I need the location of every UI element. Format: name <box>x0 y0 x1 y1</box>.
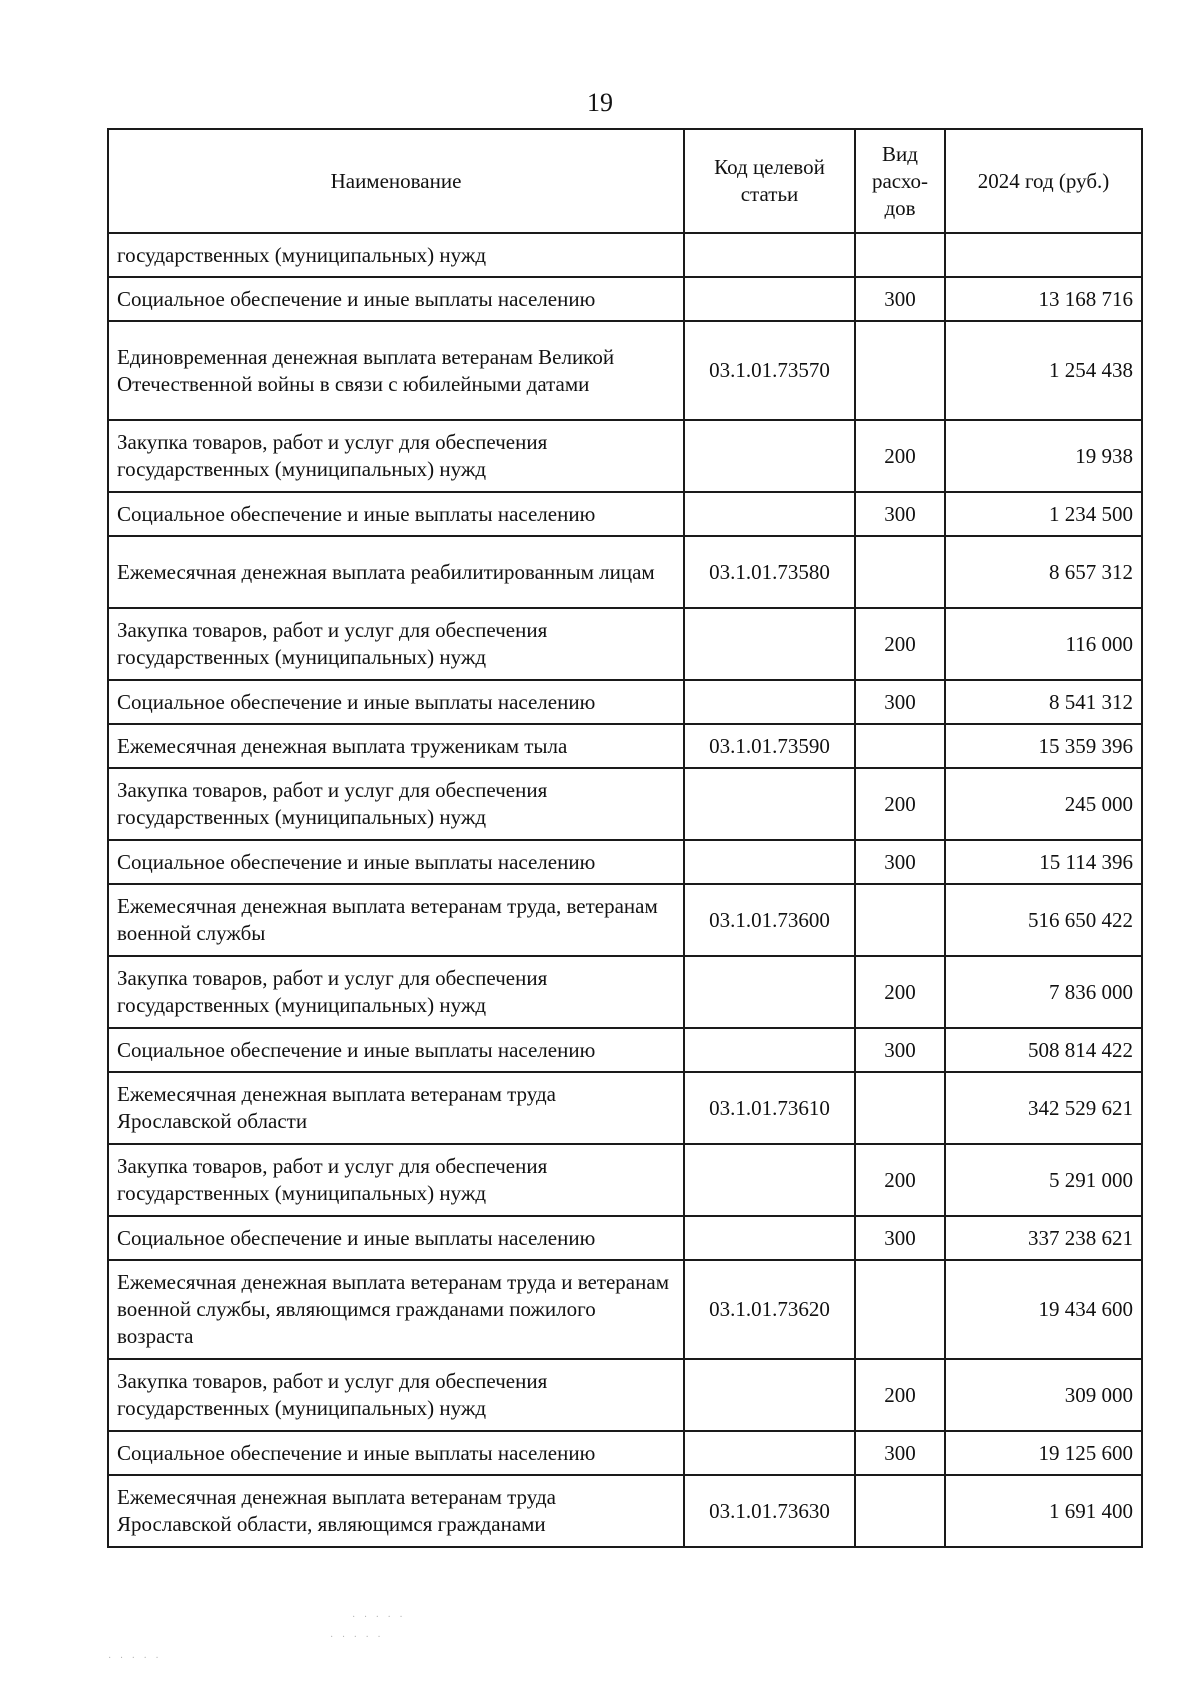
table-row <box>108 884 1142 956</box>
row-kind-cell: 300 <box>855 840 945 884</box>
table-row <box>108 536 1142 608</box>
row-amount-cell: 5 291 000 <box>945 1144 1142 1216</box>
row-amount-cell: 309 000 <box>945 1359 1142 1431</box>
row-code-cell <box>684 1216 855 1260</box>
row-code-cell: 03.1.01.73570 <box>684 321 855 420</box>
row-kind-cell: 300 <box>855 492 945 536</box>
row-amount-cell: 245 000 <box>945 768 1142 840</box>
row-amount-cell: 337 238 621 <box>945 1216 1142 1260</box>
row-kind-cell <box>855 536 945 608</box>
table-row <box>108 1144 1142 1216</box>
header-name: Наименование <box>108 129 684 233</box>
row-kind-cell: 300 <box>855 1431 945 1475</box>
row-code-cell <box>684 1144 855 1216</box>
row-code-cell <box>684 680 855 724</box>
row-amount-cell: 116 000 <box>945 608 1142 680</box>
row-code-cell <box>684 233 855 277</box>
page-number: 19 <box>587 88 613 117</box>
row-name-cell: Социальное обеспечение и иные выплаты населению <box>108 840 684 884</box>
table-row <box>108 840 1142 884</box>
row-code-cell <box>684 956 855 1028</box>
table-row <box>108 1260 1142 1359</box>
header-amount: 2024 год (руб.) <box>945 129 1142 233</box>
row-amount-cell: 13 168 716 <box>945 277 1142 321</box>
row-code-cell <box>684 420 855 492</box>
row-name-cell: Закупка товаров, работ и услуг для обеспечения государственных (муниципальных) нужд <box>108 1144 684 1216</box>
row-amount-cell <box>945 233 1142 277</box>
table-row <box>108 956 1142 1028</box>
table-row <box>108 1475 1142 1547</box>
row-kind-cell <box>855 1072 945 1144</box>
row-name-cell: Закупка товаров, работ и услуг для обеспечения государственных (муниципальных) нужд <box>108 608 684 680</box>
table-row <box>108 233 1142 277</box>
table-row <box>108 420 1142 492</box>
row-code-cell: 03.1.01.73630 <box>684 1475 855 1547</box>
row-amount-cell: 15 359 396 <box>945 724 1142 768</box>
row-code-cell <box>684 1431 855 1475</box>
row-kind-cell: 300 <box>855 1028 945 1072</box>
header-kind: Вид расхо-дов <box>855 129 945 233</box>
row-code-cell: 03.1.01.73620 <box>684 1260 855 1359</box>
table-row <box>108 608 1142 680</box>
row-name-cell: Ежемесячная денежная выплата реабилитированным лицам <box>108 536 684 608</box>
row-name-cell: Ежемесячная денежная выплата ветеранам труда Ярославской области, являющимся гражданами <box>108 1475 684 1547</box>
row-kind-cell <box>855 724 945 768</box>
row-name-cell: Закупка товаров, работ и услуг для обеспечения государственных (муниципальных) нужд <box>108 956 684 1028</box>
row-amount-cell: 19 125 600 <box>945 1431 1142 1475</box>
table-row <box>108 1072 1142 1144</box>
row-code-cell <box>684 768 855 840</box>
row-code-cell <box>684 1028 855 1072</box>
row-code-cell: 03.1.01.73610 <box>684 1072 855 1144</box>
row-kind-cell <box>855 1475 945 1547</box>
row-kind-cell <box>855 321 945 420</box>
row-kind-cell: 300 <box>855 1216 945 1260</box>
row-code-cell <box>684 1359 855 1431</box>
row-name-cell: Ежемесячная денежная выплата ветеранам труда, ветеранам военной службы <box>108 884 684 956</box>
row-name-cell: Социальное обеспечение и иные выплаты населению <box>108 492 684 536</box>
table-row <box>108 321 1142 420</box>
row-kind-cell: 200 <box>855 608 945 680</box>
scan-artifact: · · · · · <box>352 1612 406 1623</box>
row-amount-cell: 342 529 621 <box>945 1072 1142 1144</box>
row-kind-cell: 200 <box>855 768 945 840</box>
budget-table <box>107 128 1143 1548</box>
row-amount-cell: 1 234 500 <box>945 492 1142 536</box>
table-row <box>108 492 1142 536</box>
table-row <box>108 1216 1142 1260</box>
table-row <box>108 277 1142 321</box>
row-name-cell: государственных (муниципальных) нужд <box>108 233 684 277</box>
row-name-cell: Ежемесячная денежная выплата труженикам тыла <box>108 724 684 768</box>
table-row <box>108 680 1142 724</box>
scan-artifact: · · · · · <box>330 1632 384 1643</box>
table-row <box>108 1028 1142 1072</box>
table-body <box>108 233 1142 1547</box>
row-kind-cell: 200 <box>855 956 945 1028</box>
row-kind-cell <box>855 233 945 277</box>
row-name-cell: Закупка товаров, работ и услуг для обеспечения государственных (муниципальных) нужд <box>108 768 684 840</box>
row-amount-cell: 7 836 000 <box>945 956 1142 1028</box>
row-kind-cell <box>855 884 945 956</box>
row-amount-cell: 8 541 312 <box>945 680 1142 724</box>
table-row <box>108 768 1142 840</box>
row-name-cell: Ежемесячная денежная выплата ветеранам труда Ярославской области <box>108 1072 684 1144</box>
row-name-cell: Социальное обеспечение и иные выплаты населению <box>108 277 684 321</box>
table-row <box>108 1359 1142 1431</box>
row-amount-cell: 1 691 400 <box>945 1475 1142 1547</box>
row-name-cell: Социальное обеспечение и иные выплаты населению <box>108 1216 684 1260</box>
header-code: Код целевой статьи <box>684 129 855 233</box>
row-code-cell: 03.1.01.73600 <box>684 884 855 956</box>
row-kind-cell <box>855 1260 945 1359</box>
row-name-cell: Социальное обеспечение и иные выплаты населению <box>108 680 684 724</box>
row-code-cell: 03.1.01.73580 <box>684 536 855 608</box>
row-kind-cell: 200 <box>855 1144 945 1216</box>
table-header-row <box>108 129 1142 233</box>
row-amount-cell: 516 650 422 <box>945 884 1142 956</box>
row-kind-cell: 300 <box>855 277 945 321</box>
row-amount-cell: 1 254 438 <box>945 321 1142 420</box>
row-name-cell: Единовременная денежная выплата ветеранам Великой Отечественной войны в связи с юбилейными датами <box>108 321 684 420</box>
row-name-cell: Ежемесячная денежная выплата ветеранам труда и ветеранам военной службы, являющимся гражданами пожилого возраста <box>108 1260 684 1359</box>
row-kind-cell: 200 <box>855 1359 945 1431</box>
row-code-cell: 03.1.01.73590 <box>684 724 855 768</box>
row-amount-cell: 19 938 <box>945 420 1142 492</box>
table-row <box>108 1431 1142 1475</box>
scan-artifact: · · · · · <box>108 1653 162 1664</box>
row-code-cell <box>684 277 855 321</box>
row-code-cell <box>684 492 855 536</box>
row-name-cell: Социальное обеспечение и иные выплаты населению <box>108 1028 684 1072</box>
row-code-cell <box>684 608 855 680</box>
row-name-cell: Социальное обеспечение и иные выплаты населению <box>108 1431 684 1475</box>
row-name-cell: Закупка товаров, работ и услуг для обеспечения государственных (муниципальных) нужд <box>108 1359 684 1431</box>
row-amount-cell: 15 114 396 <box>945 840 1142 884</box>
row-name-cell: Закупка товаров, работ и услуг для обеспечения государственных (муниципальных) нужд <box>108 420 684 492</box>
row-amount-cell: 8 657 312 <box>945 536 1142 608</box>
row-kind-cell: 300 <box>855 680 945 724</box>
row-amount-cell: 19 434 600 <box>945 1260 1142 1359</box>
row-kind-cell: 200 <box>855 420 945 492</box>
table-row <box>108 724 1142 768</box>
row-code-cell <box>684 840 855 884</box>
row-amount-cell: 508 814 422 <box>945 1028 1142 1072</box>
